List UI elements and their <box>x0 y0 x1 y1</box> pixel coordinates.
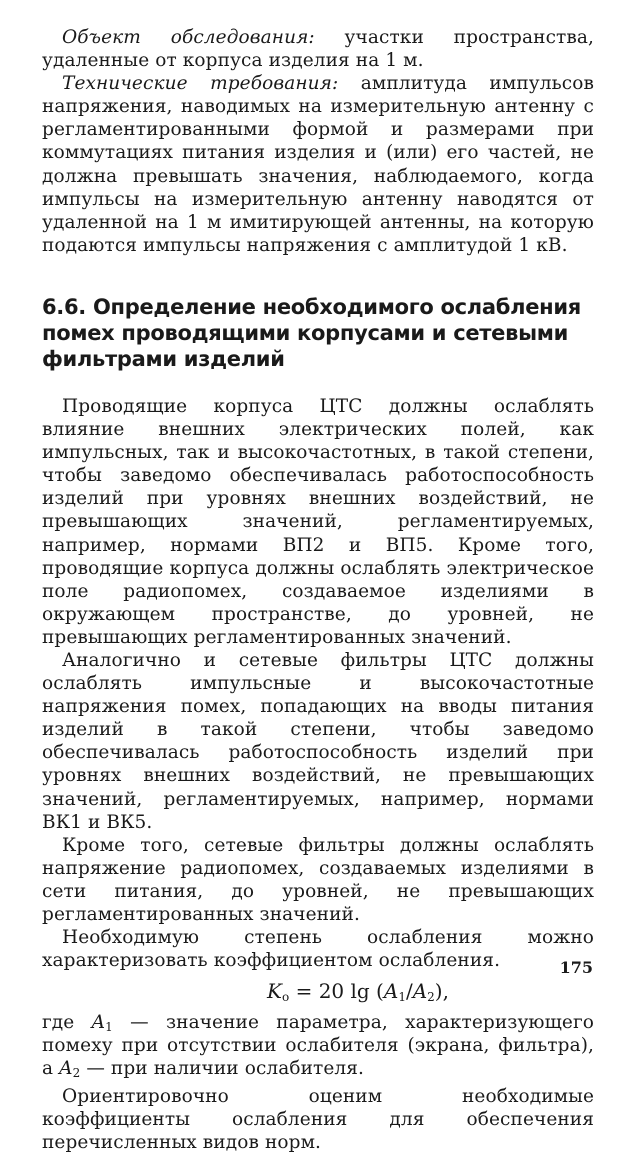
object-paragraph <box>42 26 594 72</box>
section-heading: 6.6. Определение необходимого ослабления помех проводящими корпусами и сетевыми фильтрами изделий <box>42 294 581 371</box>
formula-explanation: где $A_1$ — значение параметра, характеризующего помеху при отсутствии ослабителя (экрана, фильтра), а $A_2$ — при наличии ослабителя. <box>42 1012 595 1081</box>
page-body <box>42 26 594 1154</box>
requirements-text: амплитуда импульсов напряжения, наводимых на измерительную антенну с регламентированными формой и размерами при коммутациях питания изделия и (или) его частей, не должна превышать значения, наблюдаемого, когда импульсы на измерительную антенну наводятся от удаленной на 1 м имитирующей антенны, на которую подаются импульсы напряжения с амплитудой 1 кВ. <box>42 73 594 256</box>
attenuation-formula: $K_o = 20$ $\lg (A_1/A_2)$, <box>267 979 449 1005</box>
paragraph-attenuation: Необходимую степень ослабления можно характеризовать коэффициентом ослабления. <box>42 927 594 972</box>
page-number: 175 <box>559 958 593 977</box>
paragraph-radio-noise: Кроме того, сетевые фильтры должны ослаблять напряжение радиопомех, создаваемых изделиями в сети питания, до уровней, не превышающих регламентированных значений. <box>42 834 594 925</box>
paragraph-housings: Проводящие корпуса ЦТС должны ослаблять влияние внешних электрических полей, как импульсных, так и высокочастотных, в такой степени, чтобы заведомо обеспечивалась работоспособность изделий при уровнях внешних воздействий, не превышающих значений, регламентируемых, например, нормами ВП2 и ВП5. Кроме того, проводящие корпуса должны ослаблять электрическое поле радиопомех, создаваемое изделиями в окружающем пространстве, до уровней, не превышающих регламентированных значений. <box>42 395 594 648</box>
object-label: Объект обследования: <box>62 27 315 48</box>
object-text: участки пространства, удаленные от корпуса изделия на 1 м. <box>42 27 594 72</box>
paragraph-filters: Аналогично и сетевые фильтры ЦТС должны ослаблять импульсные и высокочастотные напряжения помех, попадающих на вводы питания изделий в такой степени, чтобы заведомо обеспечивалась работоспособность изделий при уровнях внешних воздействий, не превышающих значений, регламентируемых, например, нормами ВК1 и ВК5. <box>42 649 594 833</box>
requirements-paragraph <box>42 72 594 257</box>
requirements-label: Технические требования: <box>62 73 339 95</box>
closing-paragraph: Ориентировочно оценим необходимые коэффициенты ослабления для обеспечения перечисленных видов норм. <box>42 1085 594 1153</box>
